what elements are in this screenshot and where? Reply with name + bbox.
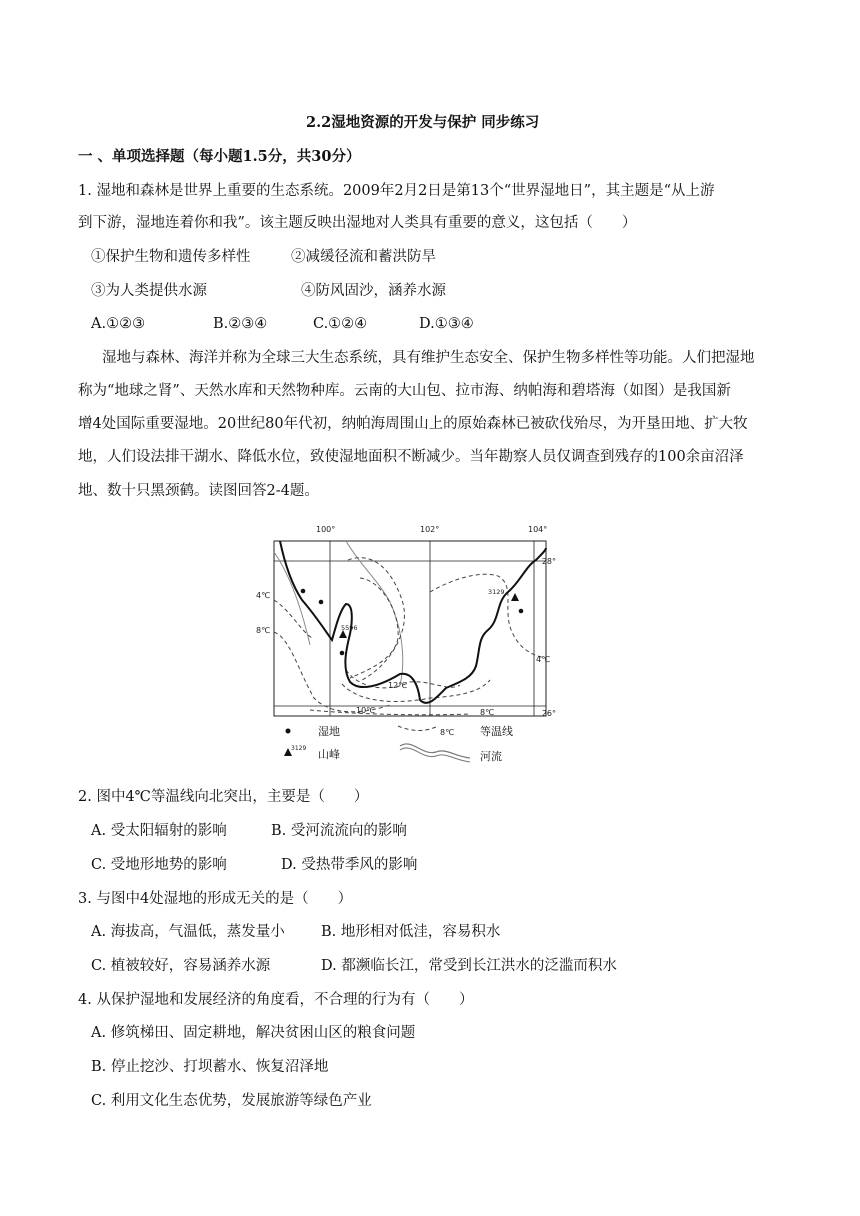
- legend-river-icon-bank: [400, 748, 470, 762]
- question-1-item-1: ①保护生物和遗传多样性: [91, 249, 251, 265]
- legend-wetland-icon: [286, 729, 291, 734]
- wetland-dot: [319, 600, 324, 605]
- question-4-option-a: A. 修筑梯田、固定耕地，解决贫困山区的粮食问题: [91, 1025, 416, 1041]
- isotherm-label: 10℃: [356, 706, 376, 715]
- longitude-label: 100°: [316, 525, 336, 534]
- question-2-option-d: D. 受热带季风的影响: [281, 857, 418, 873]
- legend-peak-label: 山峰: [318, 748, 340, 761]
- isotherm-label: 8℃: [256, 626, 271, 635]
- passage-line: 地，人们设法排干湖水、降低水位，致使湿地面积不断减少。当年勘察人员仅调查到残存的100余亩沼泽: [78, 449, 744, 465]
- question-1-option-d: D.①③④: [419, 316, 474, 332]
- question-4-stem: 4. 从保护湿地和发展经济的角度看，不合理的行为有（ ）: [78, 992, 474, 1008]
- legend-river-label: 河流: [480, 750, 502, 763]
- passage-line: 地、数十只黑颈鹤。读图回答2-4题。: [78, 483, 319, 499]
- isotherm-label: 12℃: [388, 681, 408, 690]
- passage-line: 称为“地球之肾”、天然水库和天然物种库。云南的大山包、拉市海、纳帕海和碧塔海（如图）是我国新: [78, 383, 731, 399]
- peak-elevation: 3129: [488, 588, 505, 596]
- isotherm-label: 4℃: [536, 655, 551, 664]
- isotherm-line: [430, 574, 546, 658]
- wetland-dot: [340, 651, 345, 656]
- legend-wetland-label: 湿地: [318, 725, 340, 738]
- question-4-option-b: B. 停止挖沙、打坝蓄水、恢复沼泽地: [91, 1059, 329, 1075]
- passage-line: 增4处国际重要湿地。20世纪80年代初，纳帕海周围山上的原始森林已被砍伐殆尽，为开垦田地、扩大牧: [78, 416, 748, 432]
- question-1-item-3: ③为人类提供水源: [91, 283, 207, 299]
- legend-isotherm-sample: 8℃: [440, 728, 455, 737]
- question-1-item-4: ④防风固沙，涵养水源: [301, 283, 446, 299]
- legend-isotherm-label: 等温线: [480, 725, 513, 738]
- latitude-label: 28°: [541, 557, 556, 566]
- wetland-dot: [519, 609, 524, 614]
- question-1-item-2: ②减缓径流和蓄洪防旱: [291, 249, 436, 265]
- map-frame: [274, 541, 546, 716]
- isotherm-line: [274, 632, 390, 712]
- document-title: 2.2湿地资源的开发与保护 同步练习: [306, 114, 540, 131]
- question-2-option-c: C. 受地形地势的影响: [91, 857, 227, 873]
- question-3-option-d: D. 都濒临长江，常受到长江洪水的泛滥而积水: [321, 958, 617, 974]
- longitude-label: 104°: [528, 525, 548, 534]
- question-3-stem: 3. 与图中4处湿地的形成无关的是（ ）: [78, 891, 353, 907]
- question-3-option-c: C. 植被较好，容易涵养水源: [91, 958, 271, 974]
- longitude-label: 102°: [420, 525, 440, 534]
- question-4-option-c: C. 利用文化生态优势，发展旅游等绿色产业: [91, 1093, 372, 1109]
- peak-elevation: 5596: [341, 624, 358, 632]
- question-2-option-a: A. 受太阳辐射的影响: [91, 823, 227, 839]
- peak-icon: [511, 593, 519, 601]
- isotherm-line: [310, 710, 470, 715]
- section-heading: 一 、单项选择题（每小题1.5分，共30分）: [78, 148, 361, 165]
- question-2-stem: 2. 图中4℃等温线向北突出，主要是（ ）: [78, 789, 369, 805]
- question-3-option-a: A. 海拔高，气温低，蒸发量小: [91, 924, 285, 940]
- wetland-dot: [301, 589, 306, 594]
- boundary-line: [280, 541, 546, 703]
- question-1-option-c: C.①②④: [313, 316, 368, 332]
- passage-line: 湿地与森林、海洋并称为全球三大生态系统，具有维护生态安全、保护生物多样性等功能。人们把湿地: [102, 350, 755, 366]
- question-3-option-b: B. 地形相对低洼，容易积水: [321, 924, 501, 940]
- question-2-option-b: B. 受河流流向的影响: [271, 823, 407, 839]
- isotherm-label: 4℃: [256, 591, 271, 600]
- legend-peak-sample: 3129: [291, 745, 307, 752]
- wetland-map: [250, 520, 560, 770]
- question-1-stem-line-1: 1. 湿地和森林是世界上重要的生态系统。2009年2月2日是第13个“世界湿地日”，其主题是“从上游: [78, 183, 715, 199]
- latitude-label: 26°: [541, 709, 556, 718]
- question-1-stem-line-2: 到下游，湿地连着你和我”。该主题反映出湿地对人类具有重要的意义，这包括（ ）: [78, 215, 637, 231]
- question-1-option-a: A.①②③: [91, 316, 146, 332]
- question-1-option-b: B.②③④: [213, 316, 268, 332]
- isotherm-label: 8℃: [480, 708, 495, 717]
- legend-isotherm-icon: [398, 726, 438, 731]
